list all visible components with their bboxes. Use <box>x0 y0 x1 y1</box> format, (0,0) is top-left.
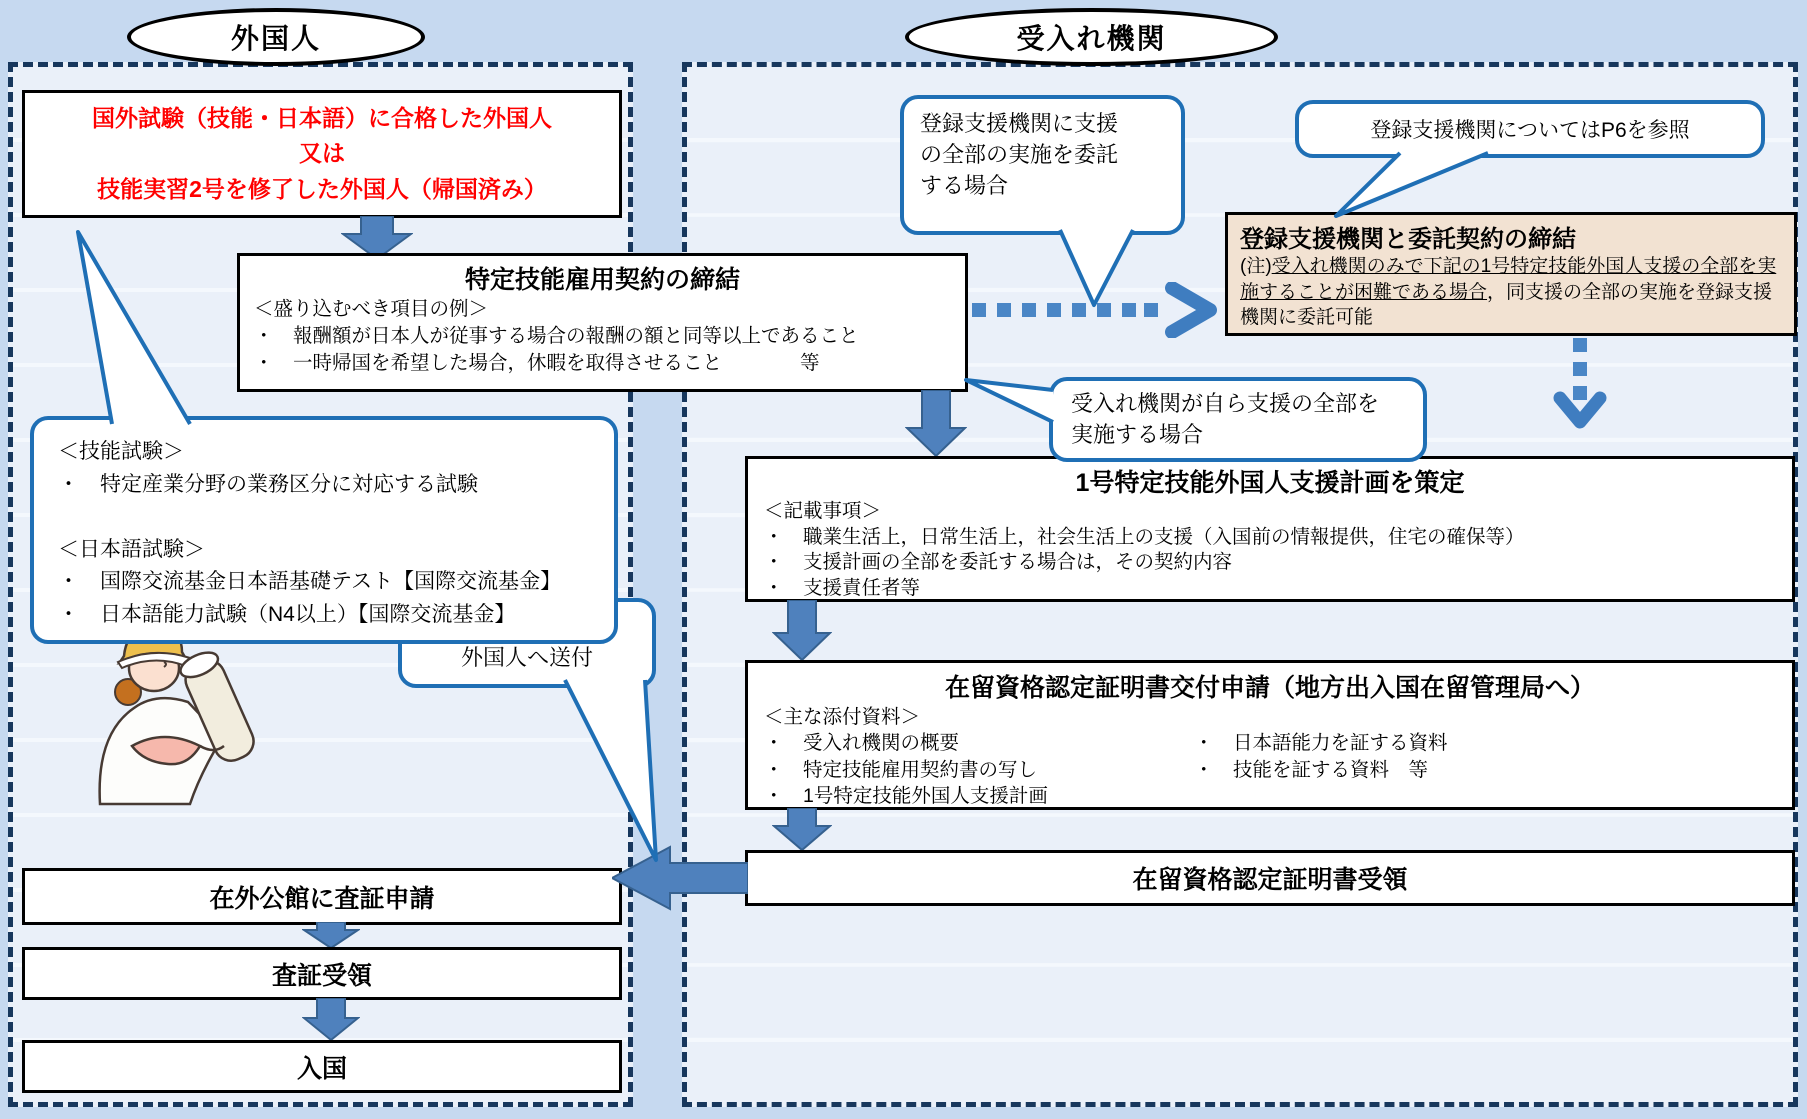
plan-items-heading: ＜記載事項＞ <box>764 500 882 522</box>
delegate-note-suffix: ，同支援の全部の実施を登録支援機関に委託可能 <box>1240 281 1773 329</box>
coe-receive-label: 在留資格認定証明書受領 <box>1132 866 1408 894</box>
japanese-exam-item-2: ・ 日本語能力試験（N4以上）【国際交流基金】 <box>58 602 516 626</box>
down-arrow-icon <box>772 600 832 662</box>
employment-contract-title: 特定技能雇用契約の締結 <box>464 266 740 294</box>
foreigner-lane-label: 外国人 <box>230 23 321 54</box>
coe-attachment-5: ・ 技能を証する資料 等 <box>1194 758 1429 781</box>
dotted-down-arrow-icon <box>1552 338 1608 430</box>
exam-bubble-spacer <box>58 501 590 534</box>
japanese-exam-item-1: ・ 国際交流基金日本語基礎テスト【国際交流基金】 <box>58 570 562 594</box>
delegate-note-prefix: (注) <box>1240 256 1272 277</box>
employment-contract-box <box>237 253 968 392</box>
japanese-exam-heading: ＜日本語試験＞ <box>58 537 205 561</box>
qualification-box <box>22 90 622 218</box>
delegate-case-line-3: する場合 <box>920 172 1009 198</box>
delegate-case-bubble-tail <box>1050 226 1145 312</box>
contract-items-heading: ＜盛り込むべき項目の例＞ <box>254 298 489 320</box>
self-support-line-1: 受入れ機関が自ら支援の全部を <box>1071 391 1380 416</box>
exam-requirements-bubble <box>30 416 618 644</box>
visa-apply-box <box>22 868 622 925</box>
down-arrow-icon <box>772 808 832 852</box>
qualification-line-2: 又は <box>299 140 345 167</box>
send-bubble-line-2: 外国人へ送付 <box>460 645 593 670</box>
plan-item-2: ・ 支援計画の全部を委託する場合は，その契約内容 <box>764 551 1233 574</box>
delegate-case-line-1: 登録支援機関に支援 <box>920 111 1119 136</box>
reference-bubble-text: 登録支援機関についてはP6を参照 <box>1370 119 1690 142</box>
send-bubble-tail <box>548 672 673 868</box>
coe-receive-box <box>745 850 1795 906</box>
self-support-bubble-tail <box>960 372 1060 428</box>
delegate-case-line-2: の全部の実施を委託 <box>920 141 1119 167</box>
entry-japan-box <box>22 1040 622 1093</box>
contract-item-2: ・ 一時帰国を希望した場合，休暇を取得させること 等 <box>254 351 820 374</box>
coe-attachments-heading: ＜主な添付資料＞ <box>764 706 921 728</box>
reference-bubble-tail <box>1325 148 1505 224</box>
plan-item-1: ・ 職業生活上，日常生活上，社会生活上の支援（入国前の情報提供，住宅の確保等） <box>764 525 1525 548</box>
contract-item-1: ・ 報酬額が日本人が従事する場合の報酬の額と同等以上であること <box>254 324 859 347</box>
organization-lane-label: 受入れ機関 <box>1016 23 1167 54</box>
down-arrow-icon <box>905 390 967 458</box>
down-arrow-icon <box>302 922 360 950</box>
organization-lane-header <box>905 8 1278 66</box>
coe-application-title: 在留資格認定証明書交付申請（地方出入国在留管理局へ） <box>944 674 1595 702</box>
delegate-note-underlined: 受入れ機関のみで下記の1号特定技能外国人支援の全部を実施することが困難である場合 <box>1240 256 1777 303</box>
support-plan-title: 1号特定技能外国人支援計画を策定 <box>1075 469 1465 497</box>
visa-receive-box <box>22 947 622 1000</box>
coe-attachment-4: ・ 日本語能力を証する資料 <box>1194 732 1448 755</box>
foreigner-lane-header <box>127 8 425 66</box>
self-support-bubble <box>1049 377 1427 462</box>
plan-item-3: ・ 支援責任者等 <box>764 577 921 600</box>
coe-application-box <box>745 660 1795 810</box>
delegate-contract-box <box>1225 212 1797 336</box>
visa-receive-label: 査証受領 <box>271 961 372 990</box>
skill-exam-item: ・ 特定産業分野の業務区分に対応する試験 <box>58 472 478 496</box>
skill-exam-heading: ＜技能試験＞ <box>58 440 184 463</box>
coe-attachment-2: ・ 特定技能雇用契約書の写し <box>764 758 1038 781</box>
self-support-line-2: 実施する場合 <box>1071 421 1204 447</box>
entry-japan-label: 入国 <box>296 1054 347 1083</box>
coe-attachment-3: ・ 1号特定技能外国人支援計画 <box>764 784 1048 807</box>
down-arrow-icon <box>302 998 360 1042</box>
coe-attachment-1: ・ 受入れ機関の概要 <box>764 732 960 755</box>
qualification-line-3: 技能実習2号を修了した外国人（帰国済み） <box>97 175 547 202</box>
delegate-case-bubble <box>900 95 1185 235</box>
delegate-contract-title: 登録支援機関と委託契約の締結 <box>1240 226 1576 253</box>
visa-apply-label: 在外公館に査証申請 <box>209 884 435 913</box>
support-plan-box <box>745 456 1795 602</box>
exam-bubble-tail <box>58 222 208 430</box>
qualification-line-1: 国外試験（技能・日本語）に合格した外国人 <box>92 104 552 131</box>
